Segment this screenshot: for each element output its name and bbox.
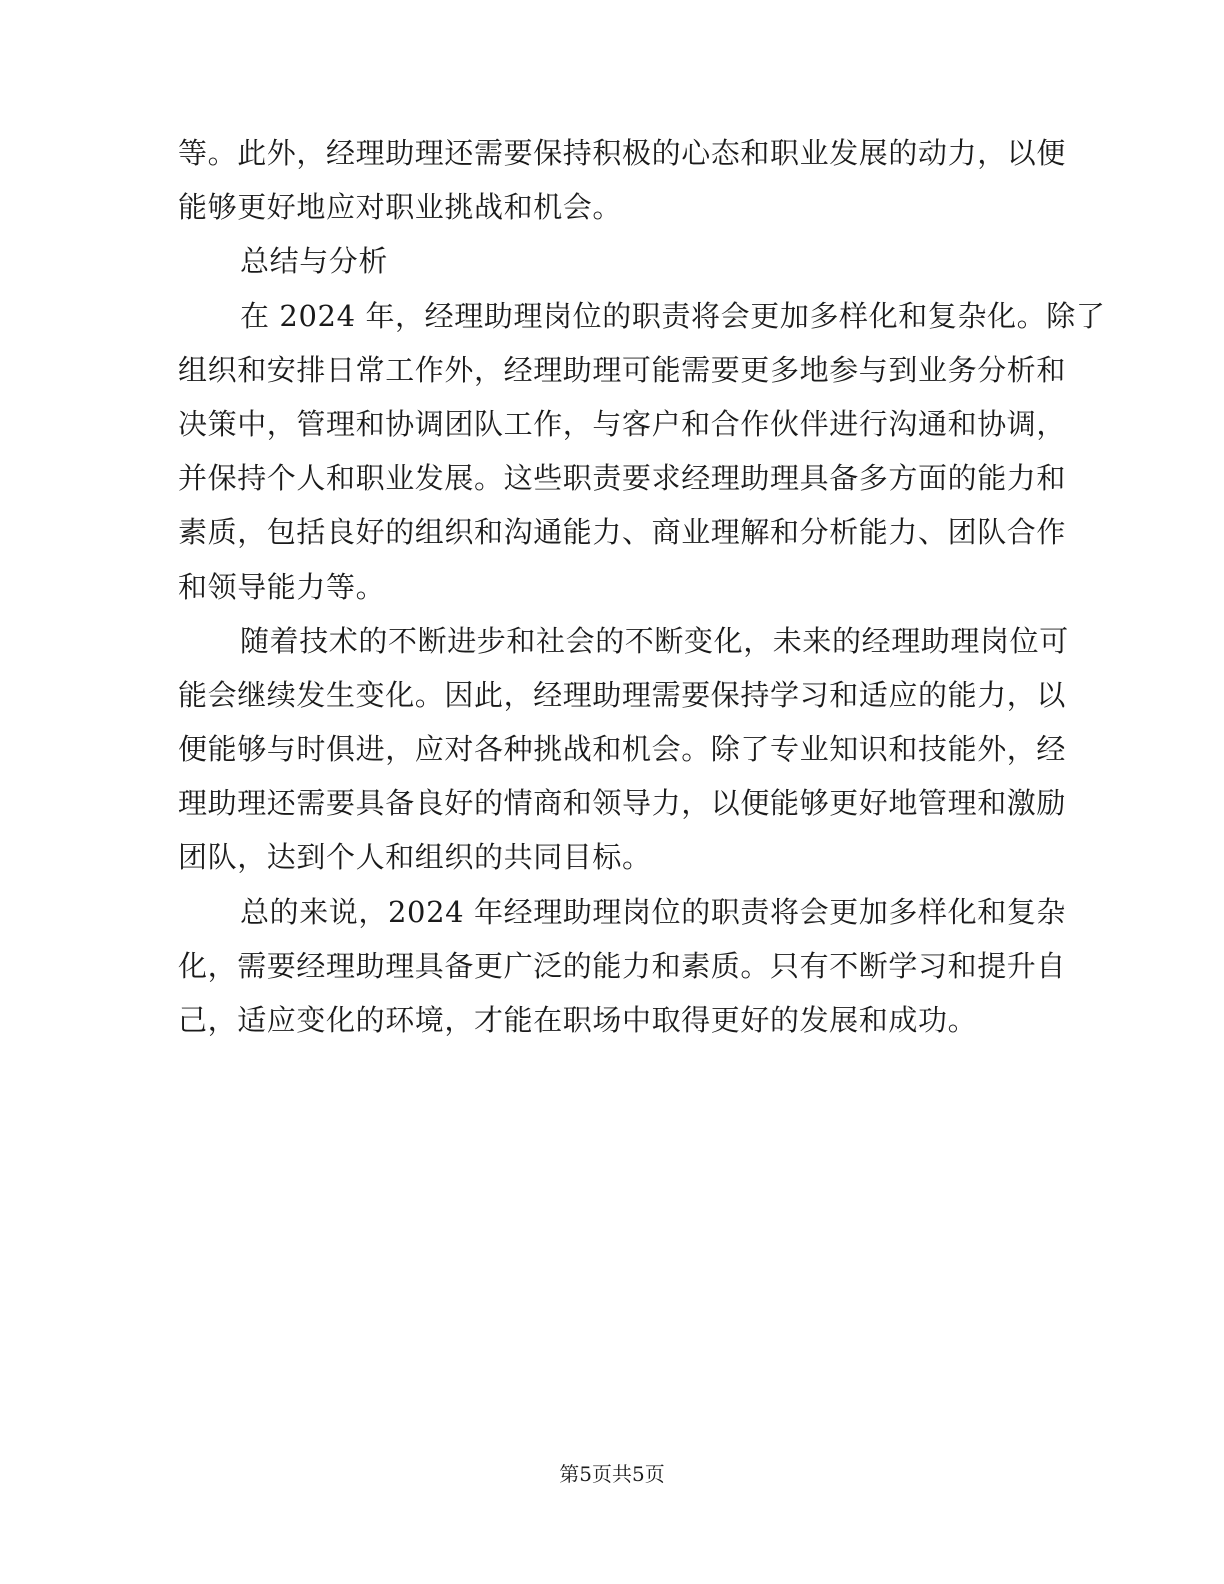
text-line: 化，需要经理助理具备更广泛的能力和素质。只有不断学习和提升自 <box>178 948 1067 983</box>
text-line: 己，适应变化的环境，才能在职场中取得更好的发展和成功。 <box>178 1003 978 1037</box>
text-line: 理助理还需要具备良好的情商和领导力，以便能够更好地管理和激励 <box>178 786 1067 821</box>
text-line: 随着技术的不断进步和社会的不断变化，未来的经理助理岗位可 <box>240 623 1069 658</box>
text-line: 能会继续发生变化。因此，经理助理需要保持学习和适应的能力，以 <box>178 677 1067 712</box>
text-line: 等。此外，经理助理还需要保持积极的心态和职业发展的动力，以便 <box>178 136 1067 170</box>
text-line: 能够更好地应对职业挑战和机会。 <box>178 190 623 225</box>
text-line: 总的来说，2024 年经理助理岗位的职责将会更加多样化和复杂 <box>240 894 1067 929</box>
text-line: 团队，达到个人和组织的共同目标。 <box>178 840 652 875</box>
text-line: 组织和安排日常工作外，经理助理可能需要更多地参与到业务分析和 <box>178 352 1067 387</box>
document-body <box>178 126 1106 1047</box>
section-heading: 总结与分析 <box>240 244 389 279</box>
text-line: 便能够与时俱进，应对各种挑战和机会。除了专业知识和技能外，经 <box>178 732 1067 767</box>
page-number: 第5页共5页 <box>559 1462 665 1486</box>
text-line: 在 2024 年，经理助理岗位的职责将会更加多样化和复杂化。除了 <box>240 298 1106 333</box>
text-line: 决策中，管理和协调团队工作，与客户和合作伙伴进行沟通和协调， <box>178 406 1067 441</box>
text-line: 素质，包括良好的组织和沟通能力、商业理解和分析能力、团队合作 <box>178 515 1067 550</box>
text-line: 并保持个人和职业发展。这些职责要求经理助理具备多方面的能力和 <box>178 461 1067 496</box>
text-line: 和领导能力等。 <box>178 569 386 604</box>
